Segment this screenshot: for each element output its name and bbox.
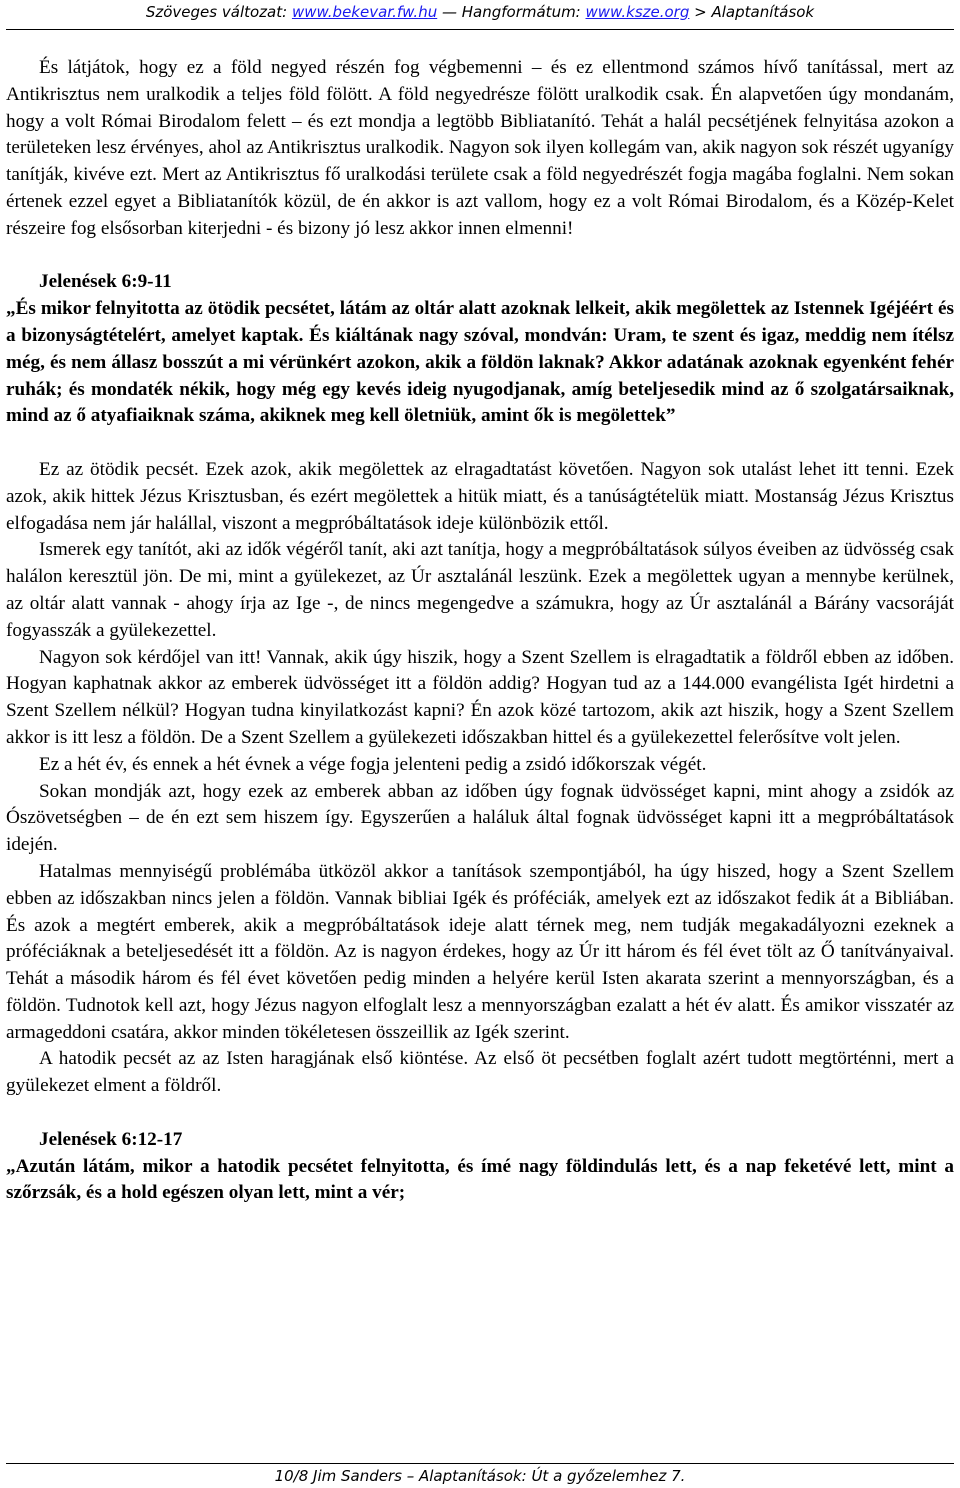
paragraph-8: A hatodik pecsét az az Isten haragjának első kiöntése. Az első öt pecsétben foglalt azért tudott megtörténni, mert a gyülekezet elment a földről. xyxy=(6,1048,954,1097)
page-footer: 10/8 Jim Sanders – Alaptanítások: Út a győzelemhez 7. xyxy=(274,1467,686,1485)
paragraph-3: Ismerek egy tanítót, aki az idők végéről tanít, aki azt tanítja, hogy a megpróbáltatások súlyos éveiben az üdvösség csak halálon keresztül jön. De mi, mint a gyülekezet, az Úr asztalánál leszünk. Ezek a megölettek ugyan a mennybe kerülnek, az oltár alatt vannak - ahogy írja az Ige -, de nincs megengedve a számukra, hogy az Úr asztalánál a Bárány vacsoráját fogyasszák a gyülekezettel. xyxy=(6,539,954,641)
scripture-reference-1: Jelenések 6:9-11 xyxy=(39,271,172,293)
header-divider xyxy=(6,29,954,30)
paragraph-6: Sokan mondják azt, hogy ezek az emberek abban az időben úgy fognak üdvösséget kapni, mint ahogy a zsidók az Ószövetségben – de én ezt sem hiszem így. Egyszerűen a haláluk által fognak üdvösséget kapni itt a megpróbáltatások idején. xyxy=(6,780,954,856)
paragraph-1: És látjátok, hogy ez a föld negyed részén fog végbemenni – és ez ellentmond számos hívő tanítással, mert az Antikrisztus nem uralkodik a teljes föld fölött. A föld negyedrésze fölött uralkodik csak. Én alapvetően úgy mondanám, hogy a volt Római Birodalom felett – és ezt mondja a legtöbb Bibliatanító. Tehát a halál pecsétjének felnyitása azokon a területeken lesz érvényes, ahol az Antikrisztus uralkodik. Nagyon sok ilyen kollegám van, akik nagyon sok részét ugyanígy tanítják, kivéve ezt. Mert az Antikrisztus fő uralkodási területe csak a föld negyedrészét fogja magába foglalni. Nem sokan értenek ezzel egyet a Bibliatanítók közül, de én akkor is azt vallom, hogy ez a volt Római Birodalom, és a Közép-Kelet részeire fog elsősorban kiterjedni - és bizony jó lesz akkor innen elmenni! xyxy=(6,57,954,239)
footer-divider xyxy=(6,1463,954,1464)
spacer xyxy=(6,1100,954,1127)
paragraph-2: Ez az ötödik pecsét. Ezek azok, akik megölettek az elragadtatást követően. Nagyon sok utalást lehet itt tenni. Ezek azok, akik hittek Jézus Krisztusban, és ezért megölettek a hitük miatt, és a tanúságtételük miatt. Mostanság Jézus Krisztus elfogadása nem jár halállal, viszont a megpróbáltatások ideje különbözik ettől. xyxy=(6,458,954,534)
scripture-quote-2: „Azután látám, mikor a hatodik pecsétet felnyitotta, és ímé nagy földindulás lett, és a nap feketévé lett, mint a szőrzsák, és a hold egészen olyan lett, mint a vér; xyxy=(6,1155,954,1204)
header-suffix: > Alaptanítások xyxy=(689,3,815,21)
document-body xyxy=(6,55,954,1207)
scripture-reference-2: Jelenések 6:12-17 xyxy=(39,1128,183,1150)
header-middle: — Hangformátum: xyxy=(437,3,586,21)
page-header xyxy=(0,3,960,21)
spacer xyxy=(6,430,954,457)
scripture-quote-1: „És mikor felnyitotta az ötödik pecsétet, látám az oltár alatt azoknak lelkeit, akik megölettek az Istennek Igéjéért és a bizonyságtételért, amelyet kaptak. És kiáltának nagy szóval, mondván: Uram, te szent és igaz, meddig nem ítélsz még, és nem állasz bosszút a mi vérünkért azokon, akik a földön laknak? Akkor adatának azoknak egyenként fehér ruhák; és mondaték nékik, hogy még egy kevés ideig nyugodjanak, amíg beteljesedik mind az ő szolgatársaiknak, mind az ő atyafiaiknak száma, akiknek meg kell öletniük, amint ők is megölettek” xyxy=(6,298,954,427)
ksze-link[interactable]: www.ksze.org xyxy=(585,3,690,21)
paragraph-7: Hatalmas mennyiségű problémába ütközöl akkor a tanítások szempontjából, ha úgy hiszed, hogy a Szent Szellem ebben az időszakban nincs jelen a földön. Vannak bibliai Igék és próféciák, amelyek ezt az időszakot fedik át a Bibliában. És azok a megtért emberek, akik a megpróbáltatások ideje alatt térnek meg, nem tudják megakadályozni ezeknek a próféciáknak a beteljesedését itt a földön. Az is nagyon érdekes, hogy az Úr itt három és fél évet tölt az Ő tanítványaival. Tehát a második három és fél évet követően pedig minden a helyére kerül Isten akarata szerint a mennyországban, és a földön. Tudnotok kell azt, hogy Jézus nagyon elfoglalt lesz a mennyországban ezalatt a hét év alatt. És amikor visszatér az armageddoni csatára, akkor minden tökéletesen összeillik az Igék szerint. xyxy=(6,860,954,1043)
paragraph-5: Ez a hét év, és ennek a hét évnek a vége fogja jelenteni pedig a zsidó időkorszak végét. xyxy=(39,753,707,775)
paragraph-4: Nagyon sok kérdőjel van itt! Vannak, akik úgy hiszik, hogy a Szent Szellem is elragadtatik a földről ebben az időben. Hogyan kaphatnak akkor az emberek üdvösséget itt a földön addig? Hogyan tud az a 144.000 evangélista Igét hirdetni a Szent Szellem nélkül? Hogyan tudna kinyilatkozást kapni? Én azok közé tartozom, akik azt hiszik, hogy a Szent Szellem akkor is itt lesz a földön. De a Szent Szellem a gyülekezeti időszakban hittel és a gyülekezettel felerősítve volt jelen. xyxy=(6,646,954,748)
bekevar-link[interactable]: www.bekevar.fw.hu xyxy=(291,3,438,21)
spacer xyxy=(6,243,954,270)
header-prefix: Szöveges változat: xyxy=(145,3,292,21)
